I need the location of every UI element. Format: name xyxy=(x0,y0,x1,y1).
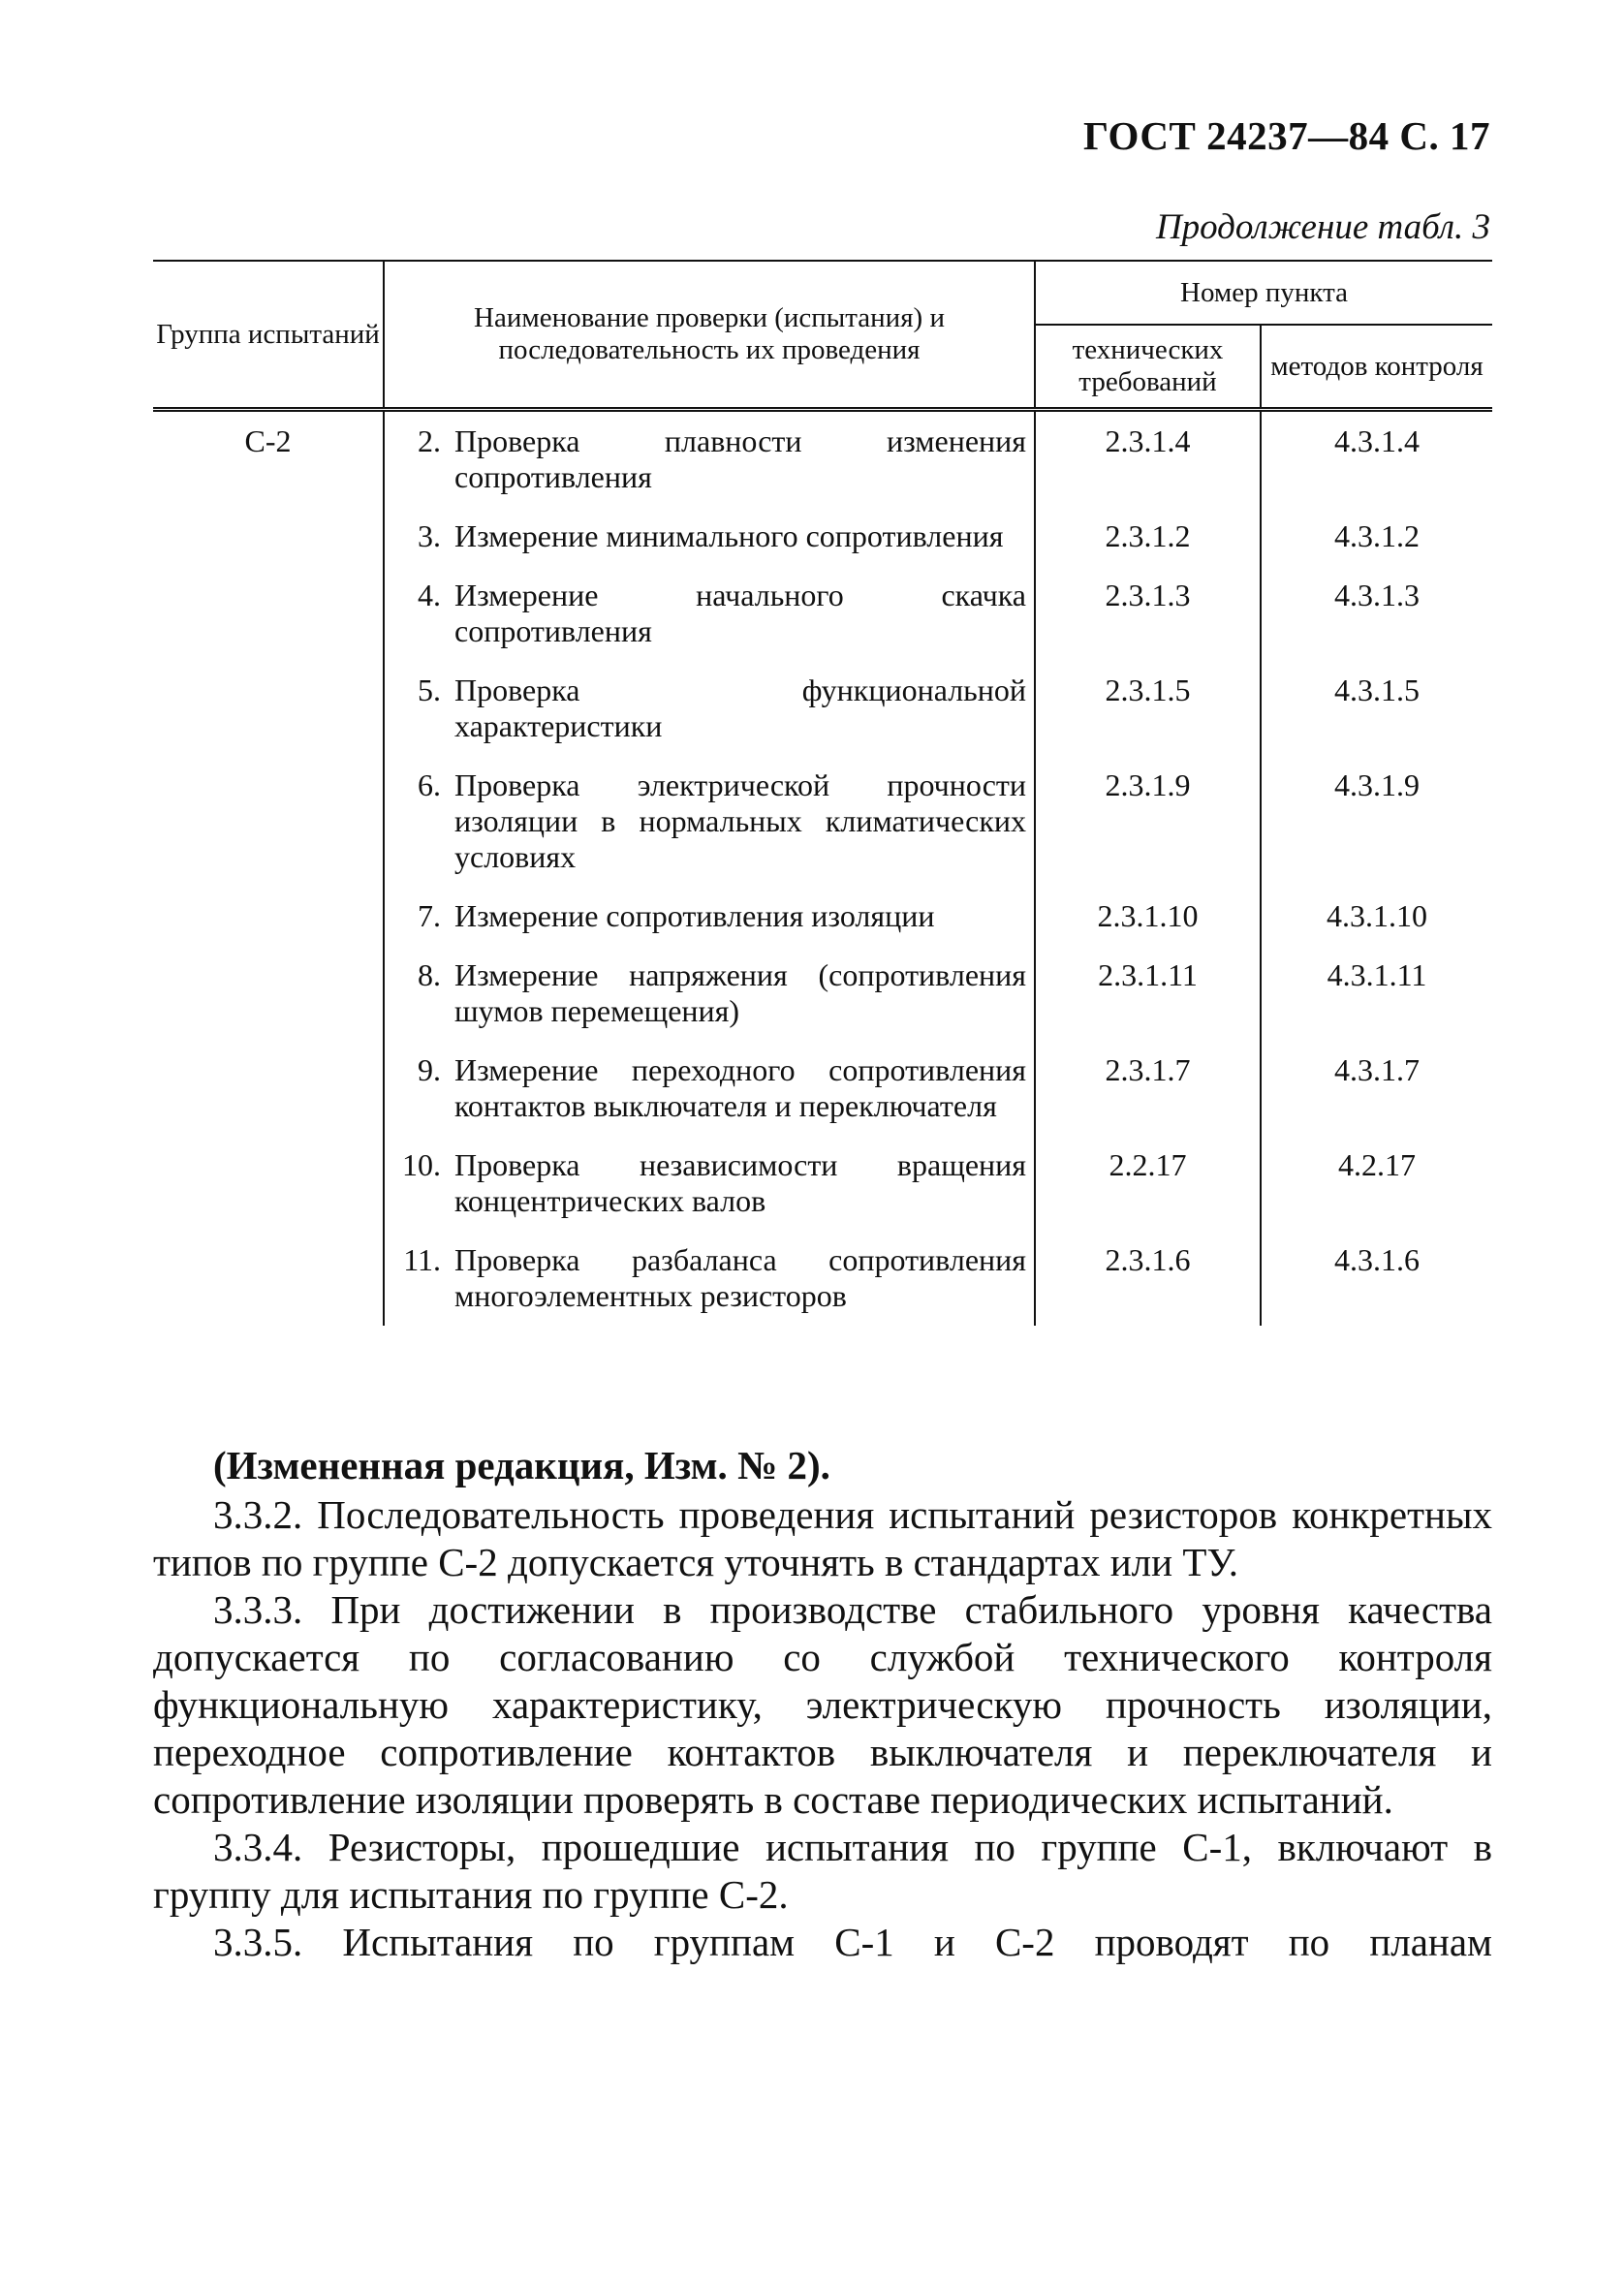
tech-req-cell: 2.3.1.6 xyxy=(1035,1231,1261,1326)
method-cell: 4.3.1.5 xyxy=(1334,673,1420,707)
test-name-cell xyxy=(384,410,1035,508)
paragraph-3-3-3: 3.3.3. При достижении в производстве стабильного уровня качества допускается по согласованию со службой технического контроля функциональную характеристику, электрическую прочность изоляции, переходное сопротивление контактов выключателя и переключателя и сопротивление изоляции проверять в составе периодических испытаний. xyxy=(153,1587,1492,1822)
method-cell: 4.3.1.9 xyxy=(1334,767,1420,802)
tech-req-cell: 2.3.1.4 xyxy=(1035,410,1261,508)
test-number: 9. xyxy=(418,1052,441,1087)
test-name-cell xyxy=(384,661,1035,756)
tech-req-cell: 2.2.17 xyxy=(1035,1136,1261,1231)
table-continuation-label: Продолжение табл. 3 xyxy=(1155,207,1490,247)
tech-req-cell: 2.3.1.3 xyxy=(1035,566,1261,661)
test-number: 8. xyxy=(418,957,441,992)
test-number: 7. xyxy=(418,898,441,933)
test-name: Проверка функциональной характеристики xyxy=(454,673,1026,743)
tech-req-cell: 2.3.1.2 xyxy=(1035,507,1261,566)
method-cell: 4.3.1.2 xyxy=(1334,518,1420,553)
group-cell: С-2 xyxy=(153,410,384,1327)
test-number: 5. xyxy=(418,673,441,707)
tech-req-cell: 2.3.1.7 xyxy=(1035,1041,1261,1136)
method-cell: 4.3.1.7 xyxy=(1334,1052,1420,1087)
test-name-cell xyxy=(384,507,1035,566)
test-number: 10. xyxy=(402,1147,441,1182)
test-name-cell xyxy=(384,887,1035,946)
tech-req-cell: 2.3.1.9 xyxy=(1035,756,1261,887)
test-name: Измерение переходного сопротивления контактов выключателя и переключателя xyxy=(454,1052,1026,1123)
test-number: 6. xyxy=(418,767,441,802)
test-name-cell xyxy=(384,1231,1035,1326)
method-cell: 4.3.1.4 xyxy=(1334,423,1420,458)
paragraph-3-3-2: 3.3.2. Последовательность проведения испытаний резисторов конкретных типов по группе С-2 допускается уточнять в стандартах или ТУ. xyxy=(153,1492,1492,1584)
tests-table xyxy=(153,260,1492,1326)
column-header-name: Наименование проверки (испытания) и последовательность их проведения xyxy=(384,261,1035,410)
test-name-cell xyxy=(384,756,1035,887)
test-number: 3. xyxy=(418,518,441,553)
test-name-cell xyxy=(384,1136,1035,1231)
test-number: 2. xyxy=(418,423,441,458)
test-name: Измерение начального скачка сопротивления xyxy=(454,578,1026,648)
column-header-point-number: Номер пункта xyxy=(1035,261,1492,325)
method-cell: 4.3.1.6 xyxy=(1334,1242,1420,1277)
column-header-methods: методов контроля xyxy=(1261,325,1492,410)
tech-req-cell: 2.3.1.10 xyxy=(1035,887,1261,946)
column-header-group: Группа испытаний xyxy=(153,261,384,410)
column-header-tech-req: технических требований xyxy=(1035,325,1261,410)
tech-req-cell: 2.3.1.11 xyxy=(1035,946,1261,1041)
test-name: Проверка разбаланса сопротивления многоэлементных резисторов xyxy=(454,1242,1026,1313)
test-name-cell xyxy=(384,566,1035,661)
method-cell: 4.2.17 xyxy=(1338,1147,1416,1182)
test-number: 4. xyxy=(418,578,441,612)
test-name: Проверка электрической прочности изоляции в нормальных климатических условиях xyxy=(454,767,1026,874)
paragraph-3-3-5: 3.3.5. Испытания по группам С-1 и С-2 проводят по планам xyxy=(213,1920,1492,1964)
test-name-cell xyxy=(384,1041,1035,1136)
tech-req-cell: 2.3.1.5 xyxy=(1035,661,1261,756)
edit-note: (Измененная редакция, Изм. № 2). xyxy=(213,1443,830,1487)
method-cell: 4.3.1.11 xyxy=(1327,957,1427,992)
paragraph-3-3-4: 3.3.4. Резисторы, прошедшие испытания по группе С-1, включают в группу для испытания по группе С-2. xyxy=(153,1825,1492,1917)
body-text xyxy=(153,1442,1492,1966)
test-name: Измерение сопротивления изоляции xyxy=(454,898,935,933)
method-cell: 4.3.1.10 xyxy=(1327,898,1427,933)
test-number: 11. xyxy=(403,1242,441,1277)
test-name: Измерение напряжения (сопротивления шумов перемещения) xyxy=(454,957,1026,1028)
test-name: Проверка плавности изменения сопротивления xyxy=(454,423,1026,494)
table-row xyxy=(153,410,1492,508)
test-name: Проверка независимости вращения концентрических валов xyxy=(454,1147,1026,1218)
test-name: Измерение минимального сопротивления xyxy=(454,518,1004,553)
page-header: ГОСТ 24237—84 С. 17 xyxy=(1082,113,1490,158)
method-cell: 4.3.1.3 xyxy=(1334,578,1420,612)
test-name-cell xyxy=(384,946,1035,1041)
